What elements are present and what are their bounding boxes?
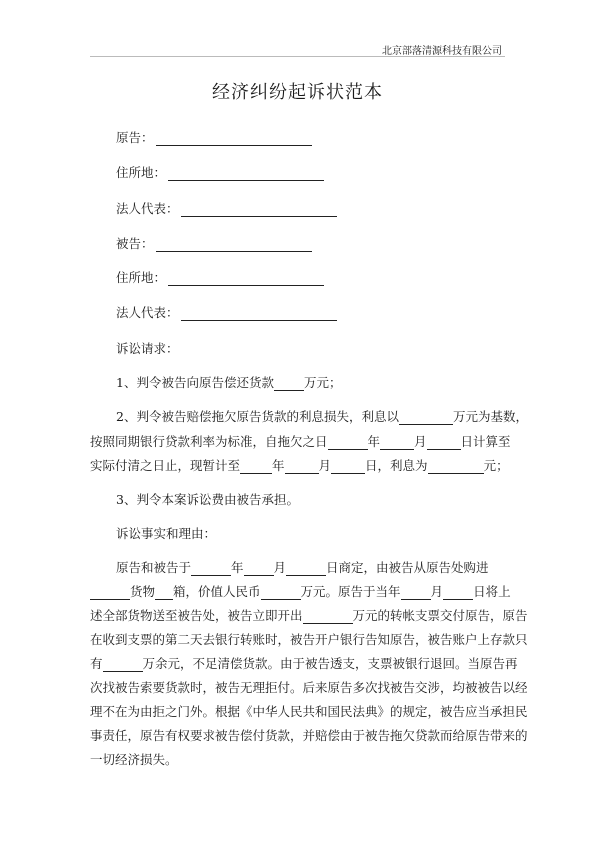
field-label: 法人代表：: [116, 201, 179, 216]
facts-text: 万元的转帐支票交付原告，原告: [352, 608, 528, 623]
facts-text: 日将上: [473, 584, 511, 599]
blank-line: [240, 460, 272, 474]
claim-text: 月: [318, 458, 332, 473]
blank-line: [156, 239, 312, 252]
claim-text: 1、判令被告向原告偿还货款: [116, 375, 274, 390]
field-label: 法人代表：: [116, 305, 179, 320]
blank-line: [244, 562, 274, 576]
plaintiff-address-field: [116, 163, 324, 181]
claim-text: 日，利息为: [365, 458, 428, 473]
blank-line: [427, 436, 461, 450]
facts-line-2: [90, 582, 511, 600]
blank-line: [261, 586, 301, 600]
plaintiff-field: [116, 128, 312, 146]
facts-line-4: 在收到支票的第二天去银行转账时，被告开户银行告知原告，被告账户上存款只: [90, 632, 528, 647]
claims-heading: 诉讼请求：: [116, 341, 179, 356]
claim-text: 月: [414, 434, 427, 449]
blank-line: [181, 204, 337, 217]
claim-item-1: [116, 373, 341, 391]
facts-text: 有: [90, 656, 103, 671]
header-divider: [90, 56, 505, 57]
field-label: 住所地：: [116, 270, 167, 285]
field-label: 原告：: [116, 130, 154, 145]
blank-line: [285, 460, 319, 474]
field-label: 被告：: [116, 236, 154, 251]
facts-text: 月: [430, 584, 444, 599]
blank-line: [401, 586, 431, 600]
blank-line: [274, 377, 304, 391]
claim-text: 实际付清之日止，现暂计至: [90, 458, 241, 473]
claim-item-2-line-3: [90, 456, 509, 474]
page-title: 经济纠纷起诉状范本: [212, 82, 383, 103]
facts-text: 述全部货物送至被告处，被告立即开出: [90, 608, 303, 623]
defendant-field: [116, 234, 312, 252]
facts-heading: 诉讼事实和理由：: [116, 526, 217, 541]
blank-line: [399, 411, 453, 425]
claim-item-3: 3、判令本案诉讼费由被告承担。: [116, 492, 299, 507]
facts-line-8: 事责任，原告有权要求被告偿付货款，并赔偿由于被告拖欠贷款而给原告带来的: [90, 728, 528, 743]
blank-line: [191, 562, 231, 576]
blank-line: [331, 460, 365, 474]
blank-line: [303, 610, 353, 624]
facts-text: 月: [273, 560, 287, 575]
claim-item-2-line-2: [90, 432, 511, 450]
blank-line: [168, 273, 324, 286]
facts-line-1: [116, 558, 489, 576]
claim-text: 按照同期银行贷款利率为标准，自拖欠之日: [90, 434, 328, 449]
claim-item-2-line-1: [116, 407, 528, 425]
facts-line-7: 理不在为由拒之门外。根据《中华人民共和国民法典》的规定，被告应当承担民: [90, 704, 528, 719]
blank-line: [443, 586, 473, 600]
defendant-representative-field: [116, 303, 337, 321]
facts-text: 原告和被告于: [116, 560, 192, 575]
blank-line: [155, 586, 173, 600]
company-header: 北京部落清源科技有限公司: [382, 46, 502, 57]
claim-text: 年: [272, 458, 285, 473]
claim-text: 年: [367, 434, 381, 449]
claim-text: 万元为基数，: [452, 409, 528, 424]
blank-line: [380, 436, 414, 450]
defendant-address-field: [116, 268, 324, 286]
blank-line: [181, 308, 337, 321]
blank-line: [328, 436, 368, 450]
facts-line-6: 次找被告索要货款时，被告无理拒付。后来原告多次找被告交涉，均被被告以经: [90, 680, 528, 695]
blank-line: [156, 133, 312, 146]
facts-text: 万余元，不足清偿货款。由于被告透支，支票被银行退回。当原告再: [142, 656, 518, 671]
blank-line: [168, 168, 324, 181]
facts-text: 年: [231, 560, 244, 575]
facts-line-5: [90, 654, 518, 672]
facts-text: 箱，价值人民币: [173, 584, 261, 599]
facts-text: 货物: [130, 584, 156, 599]
claim-text: 2、判令被告赔偿拖欠原告货款的利息损失，利息以: [116, 409, 399, 424]
blank-line: [286, 562, 326, 576]
facts-line-9: 一切经济损失。: [90, 752, 178, 767]
blank-line: [428, 460, 484, 474]
claim-text: 万元；: [303, 375, 342, 390]
claim-text: 日计算至: [460, 434, 511, 449]
blank-line: [103, 658, 143, 672]
field-label: 住所地：: [116, 165, 167, 180]
plaintiff-representative-field: [116, 199, 337, 217]
facts-text: 万元。原告于当年: [300, 584, 401, 599]
facts-text: 日商定，由被告从原告处购进: [326, 560, 489, 575]
facts-line-3: [90, 606, 528, 624]
blank-line: [90, 586, 130, 600]
claim-text: 元；: [483, 458, 509, 473]
